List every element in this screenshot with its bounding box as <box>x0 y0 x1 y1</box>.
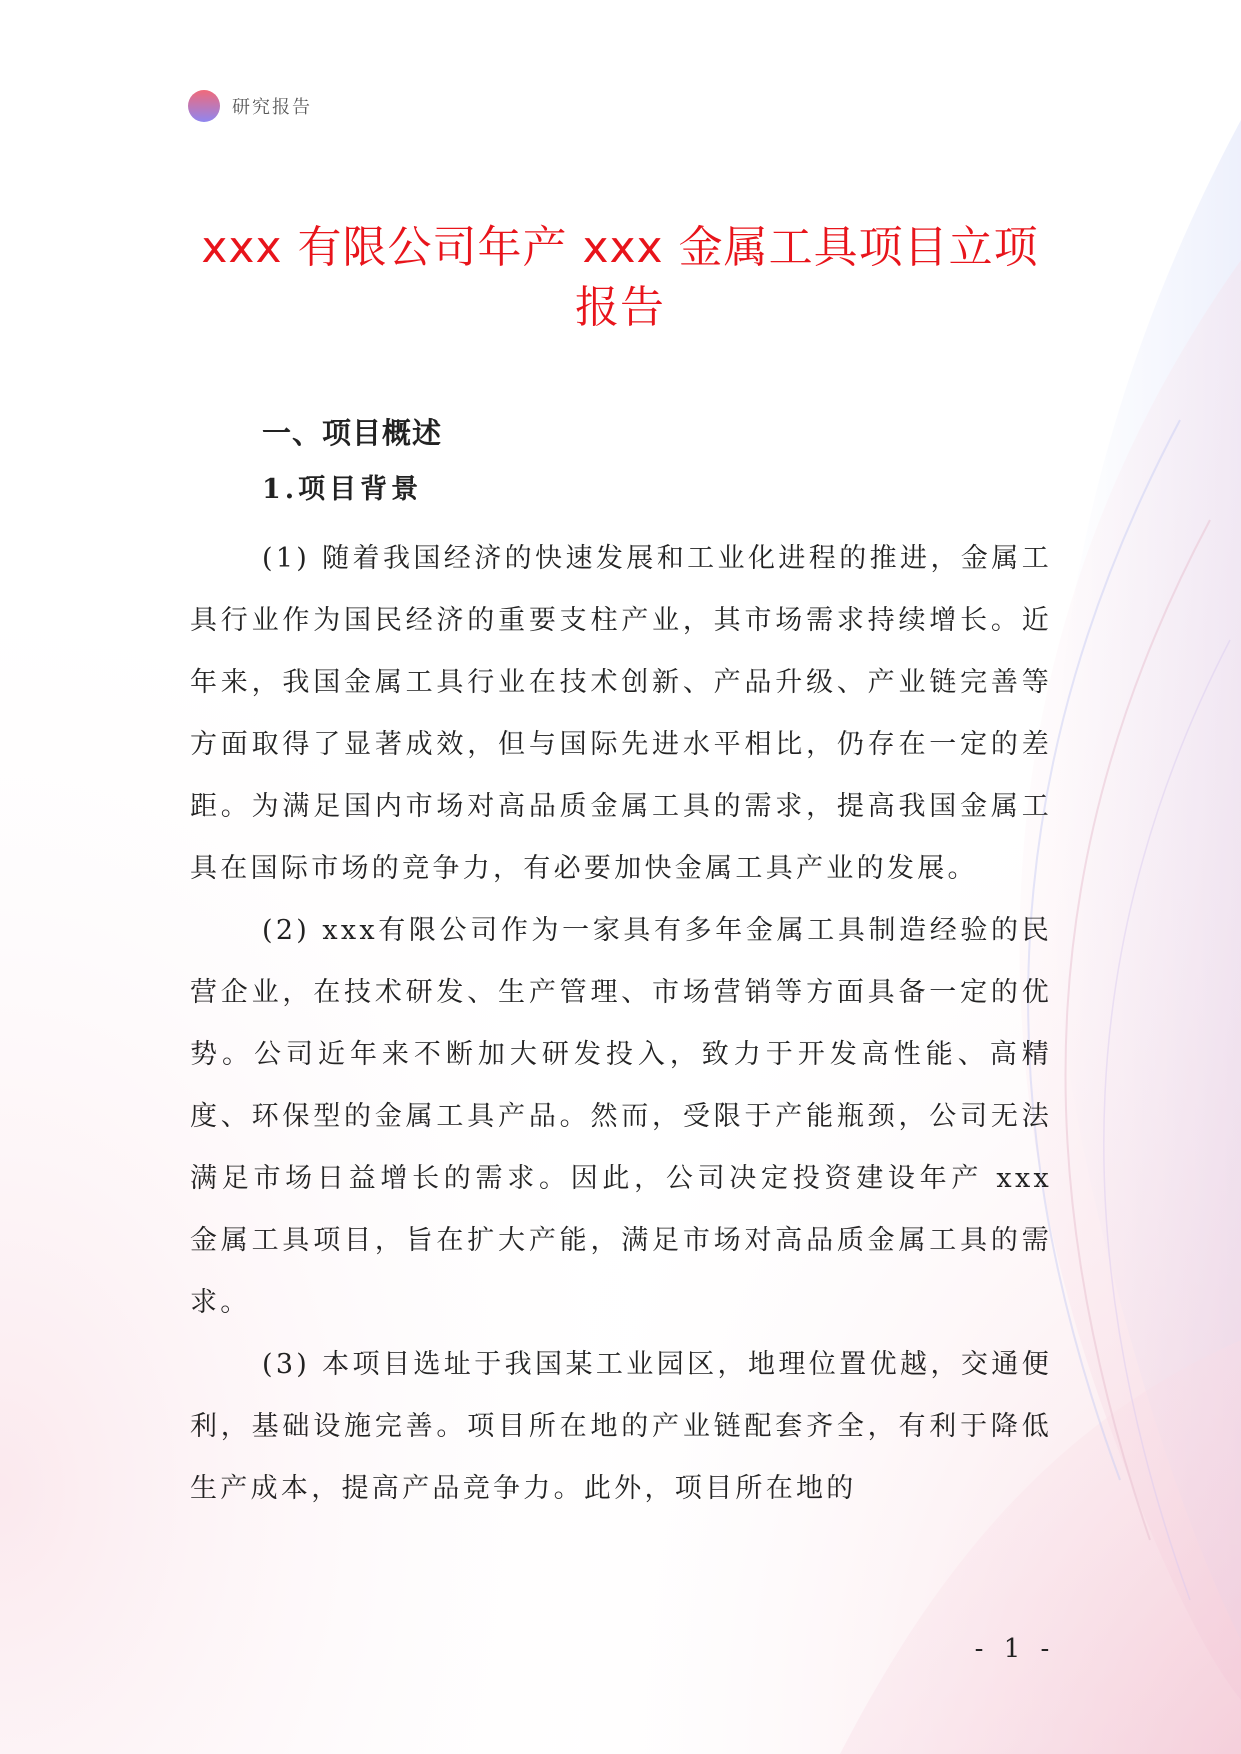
paragraph-1: (1) 随着我国经济的快速发展和工业化进程的推进，金属工具行业作为国民经济的重要支柱产业，其市场需求持续增长。近年来，我国金属工具行业在技术创新、产品升级、产业链完善等方面取得了显著成效，但与国际先进水平相比，仍存在一定的差距。为满足国内市场对高品质金属工具的需求，提高我国金属工具在国际市场的竞争力，有必要加快金属工具产业的发展。 <box>190 543 1052 884</box>
paragraph-3: (3) 本项目选址于我国某工业园区，地理位置优越，交通便利，基础设施完善。项目所在地的产业链配套齐全，有利于降低生产成本，提高产品竞争力。此外，项目所在地的 <box>190 1349 1052 1504</box>
page-number: - 1 - <box>974 1634 1056 1664</box>
document-title: xxx 有限公司年产 xxx 金属工具项目立项报告 <box>201 222 1039 333</box>
section-heading: 一、项目概述 <box>262 416 443 450</box>
document-body <box>190 412 1052 1520</box>
report-header-brand <box>188 90 312 122</box>
brand-label: 研究报告 <box>232 97 312 118</box>
subsection-heading: 1.项目背景 <box>262 474 423 505</box>
paragraph-2: (2) xxx有限公司作为一家具有多年金属工具制造经验的民营企业，在技术研发、生产管理、市场营销等方面具备一定的优势。公司近年来不断加大研发投入，致力于开发高性能、高精度、环保型的金属工具产品。然而，受限于产能瓶颈，公司无法满足市场日益增长的需求。因此，公司决定投资建设年产 xxx 金属工具项目，旨在扩大产能，满足市场对高品质金属工具的需求。 <box>190 915 1052 1318</box>
brand-logo-icon <box>188 90 220 122</box>
